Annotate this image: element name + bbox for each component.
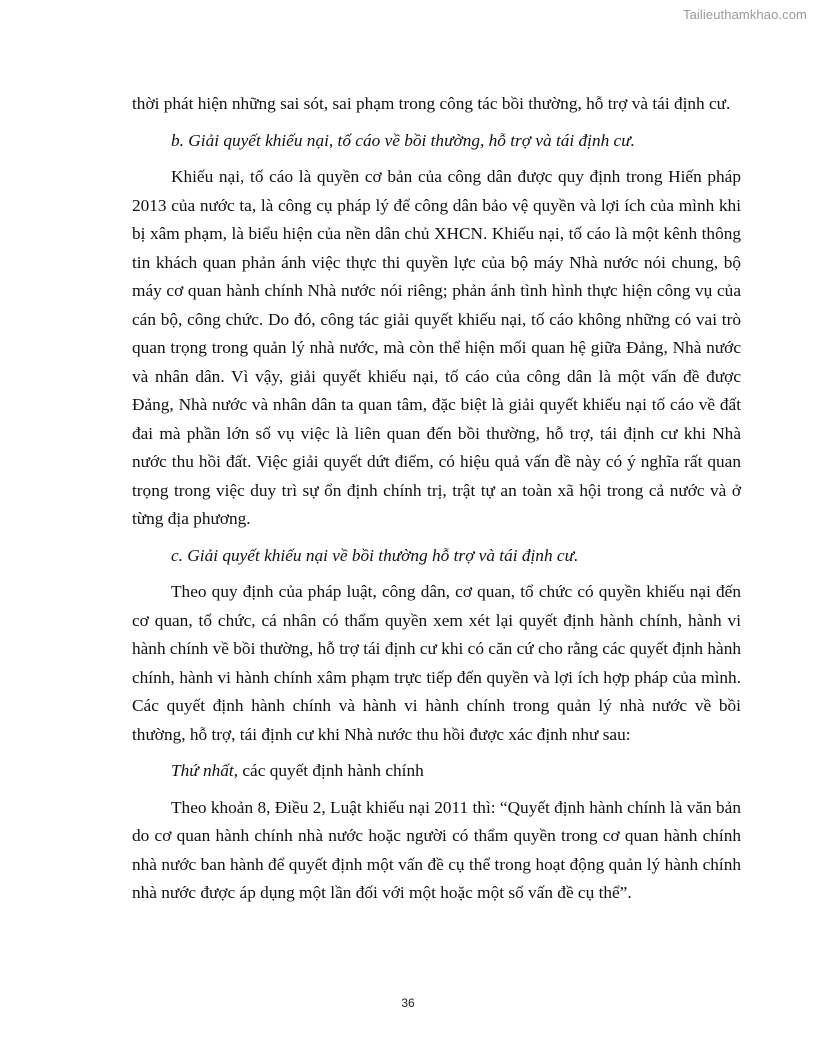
paragraph-first-item — [132, 757, 741, 786]
paragraph-definition: Theo khoản 8, Điều 2, Luật khiếu nại 2011 thì: “Quyết định hành chính là văn bản do cơ quan hành chính nhà nước hoặc người có thẩm quyền trong cơ quan hành chính nhà nước ban hành để quyết định một vấn đề cụ thể trong hoạt động quản lý hành chính nhà nước được áp dụng một lần đối với một hoặc một số vấn đề cụ thể”. — [132, 797, 741, 902]
paragraph-legal-basis: Theo quy định của pháp luật, công dân, cơ quan, tổ chức có quyền khiếu nại đến cơ quan, tổ chức, cá nhân có thẩm quyền xem xét lại quyết định hành chính, hành vi hành chính về bồi thường, hỗ trợ tái định cư khi có căn cứ cho rằng các quyết định hành chính, hành vi hành chính xâm phạm trực tiếp đến quyền và lợi ích hợp pháp của mình. Các quyết định hành chính và hành vi hành chính trong quản lý nhà nước về bồi thường, hỗ trợ, tái định cư khi Nhà nước thu hồi được xác định như sau: — [132, 582, 741, 744]
section-heading-c: c. Giải quyết khiếu nại về bồi thường hỗ trợ và tái định cư. — [171, 545, 579, 565]
section-heading-b: b. Giải quyết khiếu nại, tố cáo về bồi thường, hỗ trợ và tái định cư. — [171, 130, 635, 150]
paragraph-complaints: Khiếu nại, tố cáo là quyền cơ bản của công dân được quy định trong Hiến pháp 2013 của nước ta, là công cụ pháp lý để công dân bảo vệ quyền và lợi ích của mình khi bị xâm phạm, là biểu hiện của nền dân chủ XHCN. Khiếu nại, tố cáo là một kênh thông tin khách quan phản ánh việc thực thi quyền lực của bộ máy Nhà nước nói chung, bộ máy cơ quan hành chính Nhà nước nói riêng; phản ánh tình hình thực hiện công vụ của cán bộ, công chức. Do đó, công tác giải quyết khiếu nại, tố cáo không những có vai trò quan trọng trong quản lý nhà nước, mà còn thể hiện mối quan hệ giữa Đảng, Nhà nước và nhân dân. Vì vậy, giải quyết khiếu nại, tố cáo của công dân là một vấn đề được Đảng, Nhà nước và nhân dân ta quan tâm, đặc biệt là giải quyết khiếu nại tố cáo về đất đai mà phần lớn số vụ việc là liên quan đến bồi thường, hỗ trợ, tái định cư khi Nhà nước thu hồi đất. Việc giải quyết dứt điểm, có hiệu quả vấn đề này có ý nghĩa rất quan trọng trong việc duy trì sự ổn định chính trị, trật tự an toàn xã hội trong cả nước và ở từng địa phương. — [132, 167, 741, 528]
page-number: 36 — [401, 996, 415, 1010]
first-item-text: , các quyết định hành chính — [233, 761, 424, 780]
watermark: Tailieuthamkhao.com — [682, 7, 807, 22]
paragraph-continuation: thời phát hiện những sai sót, sai phạm trong công tác bồi thường, hỗ trợ và tái định cư. — [132, 94, 731, 113]
first-item-label: Thứ nhất — [171, 761, 234, 780]
document-body — [132, 90, 741, 908]
